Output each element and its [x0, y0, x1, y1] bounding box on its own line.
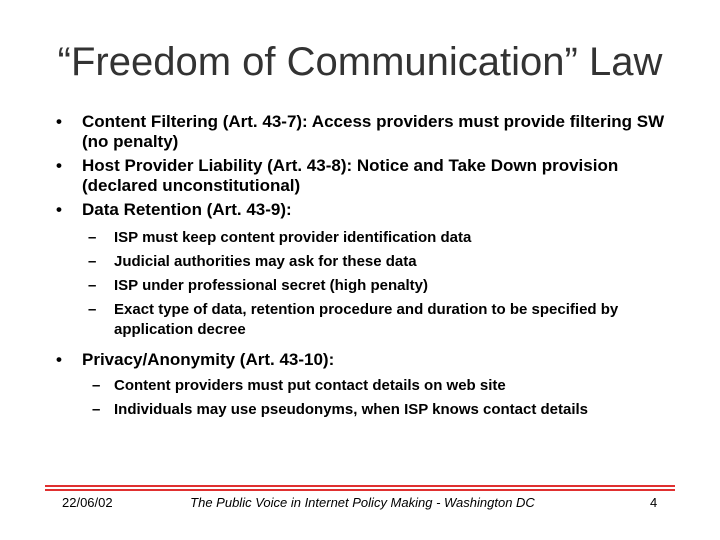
footer-caption: The Public Voice in Internet Policy Making - Washington DC: [190, 495, 535, 510]
bullet-text: Host Provider Liability (Art. 43-8): Notice and Take Down provision (declared unconstitutional): [82, 156, 619, 195]
dash-icon: –: [88, 229, 97, 246]
sub-bullet: [54, 300, 684, 340]
slide-title: “Freedom of Communication” Law: [57, 40, 663, 84]
sub-bullet-text: Exact type of data, retention procedure and duration to be specified by application decree: [114, 301, 619, 338]
sub-bullet: [54, 400, 684, 420]
sub-bullet: [54, 252, 684, 272]
dash-icon: –: [88, 277, 97, 294]
sub-bullet-text: ISP under professional secret (high penalty): [114, 277, 428, 294]
bullet-icon: •: [56, 350, 62, 369]
sub-bullet-text: Individuals may use pseudonyms, when ISP knows contact details: [114, 401, 589, 418]
sub-bullet-text: Judicial authorities may ask for these data: [114, 253, 417, 270]
bullet-text: Data Retention (Art. 43-9):: [82, 200, 292, 219]
bullet-icon: •: [56, 112, 62, 131]
bullet-icon: •: [56, 156, 62, 175]
bullet-icon: •: [56, 200, 62, 219]
sub-bullet-text: ISP must keep content provider identification data: [114, 229, 472, 246]
sub-bullet: [54, 276, 684, 296]
dash-icon: –: [88, 301, 97, 318]
footer-rule-top: [45, 485, 675, 487]
privacy-sublist: [54, 376, 684, 420]
sub-bullet: [54, 376, 684, 396]
bullet-data-retention: [54, 200, 684, 220]
dash-icon: –: [92, 401, 101, 418]
sub-bullet: [54, 228, 684, 248]
slide-body: [54, 112, 684, 424]
sub-bullet-text: Content providers must put contact details on web site: [114, 377, 506, 394]
bullet-text: Content Filtering (Art. 43-7): Access providers must provide filtering SW (no penalty): [82, 112, 665, 151]
dash-icon: –: [88, 253, 97, 270]
footer-page-number: 4: [650, 495, 658, 510]
dash-icon: –: [92, 377, 101, 394]
bullet-privacy-anonymity: [54, 350, 684, 370]
bullet-content-filtering: [54, 112, 684, 152]
footer-date: 22/06/02: [62, 495, 113, 510]
bullet-text: Privacy/Anonymity (Art. 43-10):: [82, 350, 335, 369]
bullet-host-provider-liability: [54, 156, 684, 196]
footer-rule-bottom: [45, 489, 675, 491]
data-retention-sublist: [54, 228, 684, 340]
